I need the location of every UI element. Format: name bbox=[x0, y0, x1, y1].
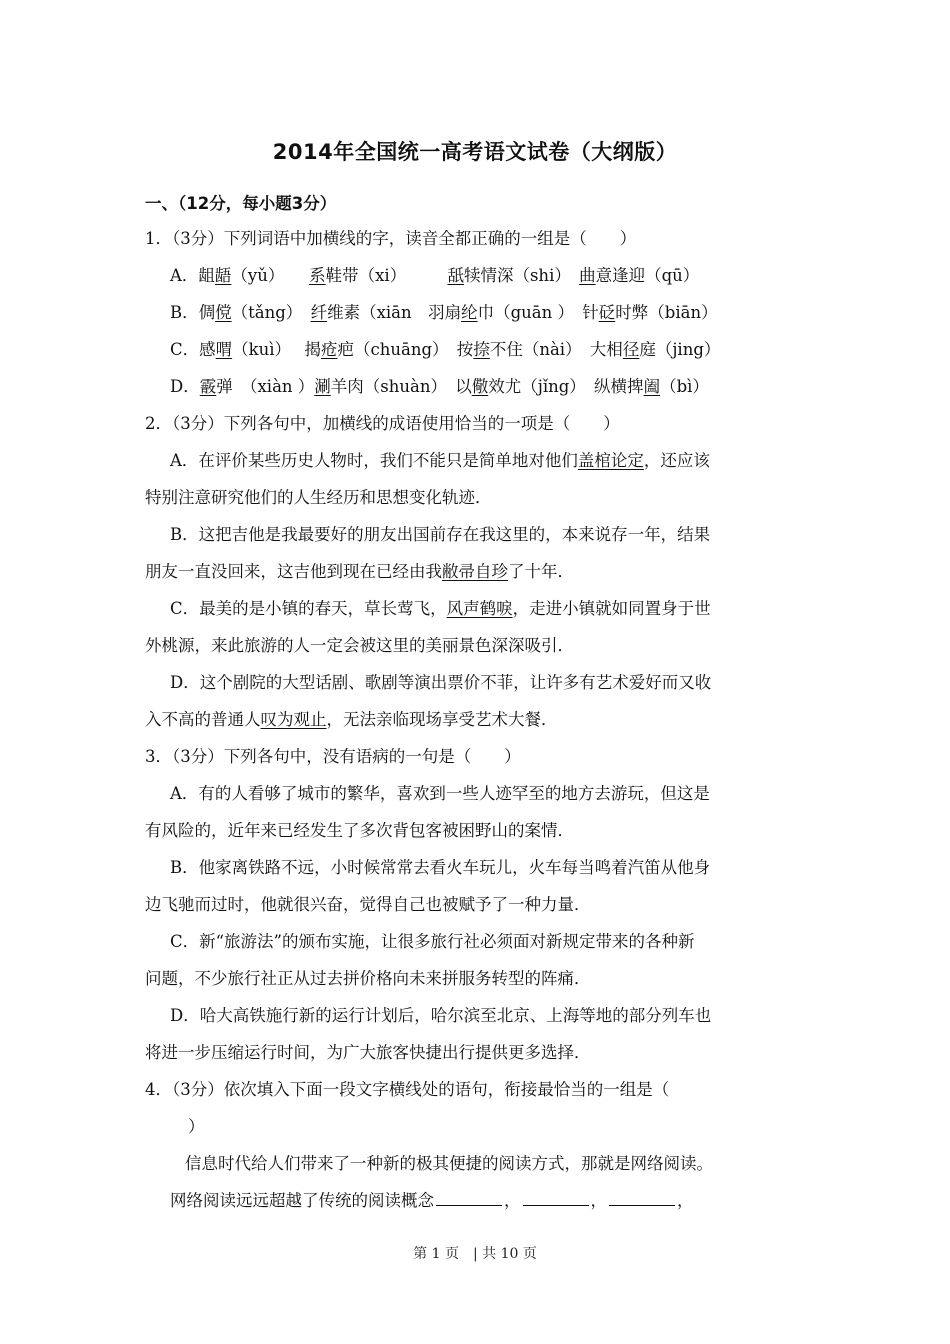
q3-option-c-line1: C．新“旅游法”的颁布实施，让很多旅行社必须面对新规定带来的各种新 bbox=[170, 932, 695, 951]
q4-passage-line2: 网络阅读远远超越了传统的阅读概念 ， ， ， bbox=[170, 1191, 694, 1210]
q3-stem: 3．（3分）下列各句中，没有语病的一句是（ ） bbox=[145, 747, 521, 766]
q2-option-c-line1: C．最美的是小镇的春天，草长莺飞，风声鹤唳，走进小镇就如同置身于世 bbox=[170, 599, 711, 618]
q4-stem: 4．（3分）依次填入下面一段文字横线处的语句，衔接最恰当的一组是（ bbox=[145, 1080, 670, 1099]
q2-option-d-line1: D．这个剧院的大型话剧、歌剧等演出票价不菲，让许多有艺术爱好而又收 bbox=[170, 673, 712, 692]
q4-passage-line1: 信息时代给人们带来了一种新的极其便捷的阅读方式，那就是网络阅读。 bbox=[185, 1154, 713, 1173]
q1-option-b: B．倜傥（tǎng） 纤维素（xiān 羽扇纶巾（guān ） 针砭时弊（biān） bbox=[170, 303, 718, 322]
q1-option-d: D．霰弹 （xiàn ）涮羊肉（shuàn） 以儆效尤（jǐng） 纵横捭阖（bì） bbox=[170, 377, 709, 396]
q2-option-d-line2: 入不高的普通人叹为观止，无法亲临现场享受艺术大餐． bbox=[145, 710, 558, 729]
section-heading: 一、（12分，每小题3分） bbox=[145, 194, 337, 213]
q1-option-c: C．感喟（kuì） 揭疮疤（chuāng） 按捺不住（nài） 大相径庭（jing） bbox=[170, 340, 721, 359]
q2-option-c-line2: 外桃源，来此旅游的人一定会被这里的美丽景色深深吸引． bbox=[145, 636, 574, 655]
q3-option-d-line1: D．哈大高铁施行新的运行计划后，哈尔滨至北京、上海等地的部分列车也 bbox=[170, 1006, 712, 1025]
q3-option-b-line1: B．他家离铁路不远，小时候常常去看火车玩儿，火车每当鸣着汽笛从他身 bbox=[170, 858, 711, 877]
q4-stem-close: ） bbox=[188, 1117, 205, 1136]
q3-option-a-line1: A．有的人看够了城市的繁华，喜欢到一些人迹罕至的地方去游玩，但这是 bbox=[170, 784, 710, 803]
q2-stem: 2．（3分）下列各句中，加横线的成语使用恰当的一项是（ ） bbox=[145, 414, 620, 433]
q1-stem: 1．（3分）下列词语中加横线的字，读音全都正确的一组是（ ） bbox=[145, 229, 637, 248]
q1-option-a: A．龃龉（yǔ） 系鞋带（xi） 舐犊情深（shi） 曲意逢迎（qū） bbox=[170, 266, 700, 285]
fill-blank-3 bbox=[609, 1189, 675, 1206]
page-footer: 第 1 页 | 共 10 页 bbox=[413, 1246, 537, 1262]
q3-option-b-line2: 边飞驰而过时，他就很兴奋，觉得自己也被赋予了一种力量． bbox=[145, 895, 591, 914]
fill-blank-2 bbox=[523, 1189, 589, 1206]
q2-option-b-line1: B．这把吉他是我最要好的朋友出国前存在我这里的，本来说存一年，结果 bbox=[170, 525, 711, 544]
page-title: 2014年全国统一高考语文试卷（大纲版） bbox=[272, 140, 678, 164]
q3-option-d-line2: 将进一步压缩运行时间，为广大旅客快捷出行提供更多选择． bbox=[145, 1043, 591, 1062]
q3-option-c-line2: 问题，不少旅行社正从过去拼价格向未来拼服务转型的阵痛． bbox=[145, 969, 591, 988]
fill-blank-1 bbox=[436, 1189, 502, 1206]
q2-option-a-line2: 特别注意研究他们的人生经历和思想变化轨迹． bbox=[145, 488, 492, 507]
q3-option-a-line2: 有风险的，近年来已经发生了多次背包客被困野山的案情． bbox=[145, 821, 574, 840]
q2-option-a-line1: A．在评价某些历史人物时，我们不能只是简单地对他们盖棺论定，还应该 bbox=[170, 451, 710, 470]
q2-option-b-line2: 朋友一直没回来，这吉他到现在已经由我敝帚自珍了十年． bbox=[145, 562, 574, 581]
